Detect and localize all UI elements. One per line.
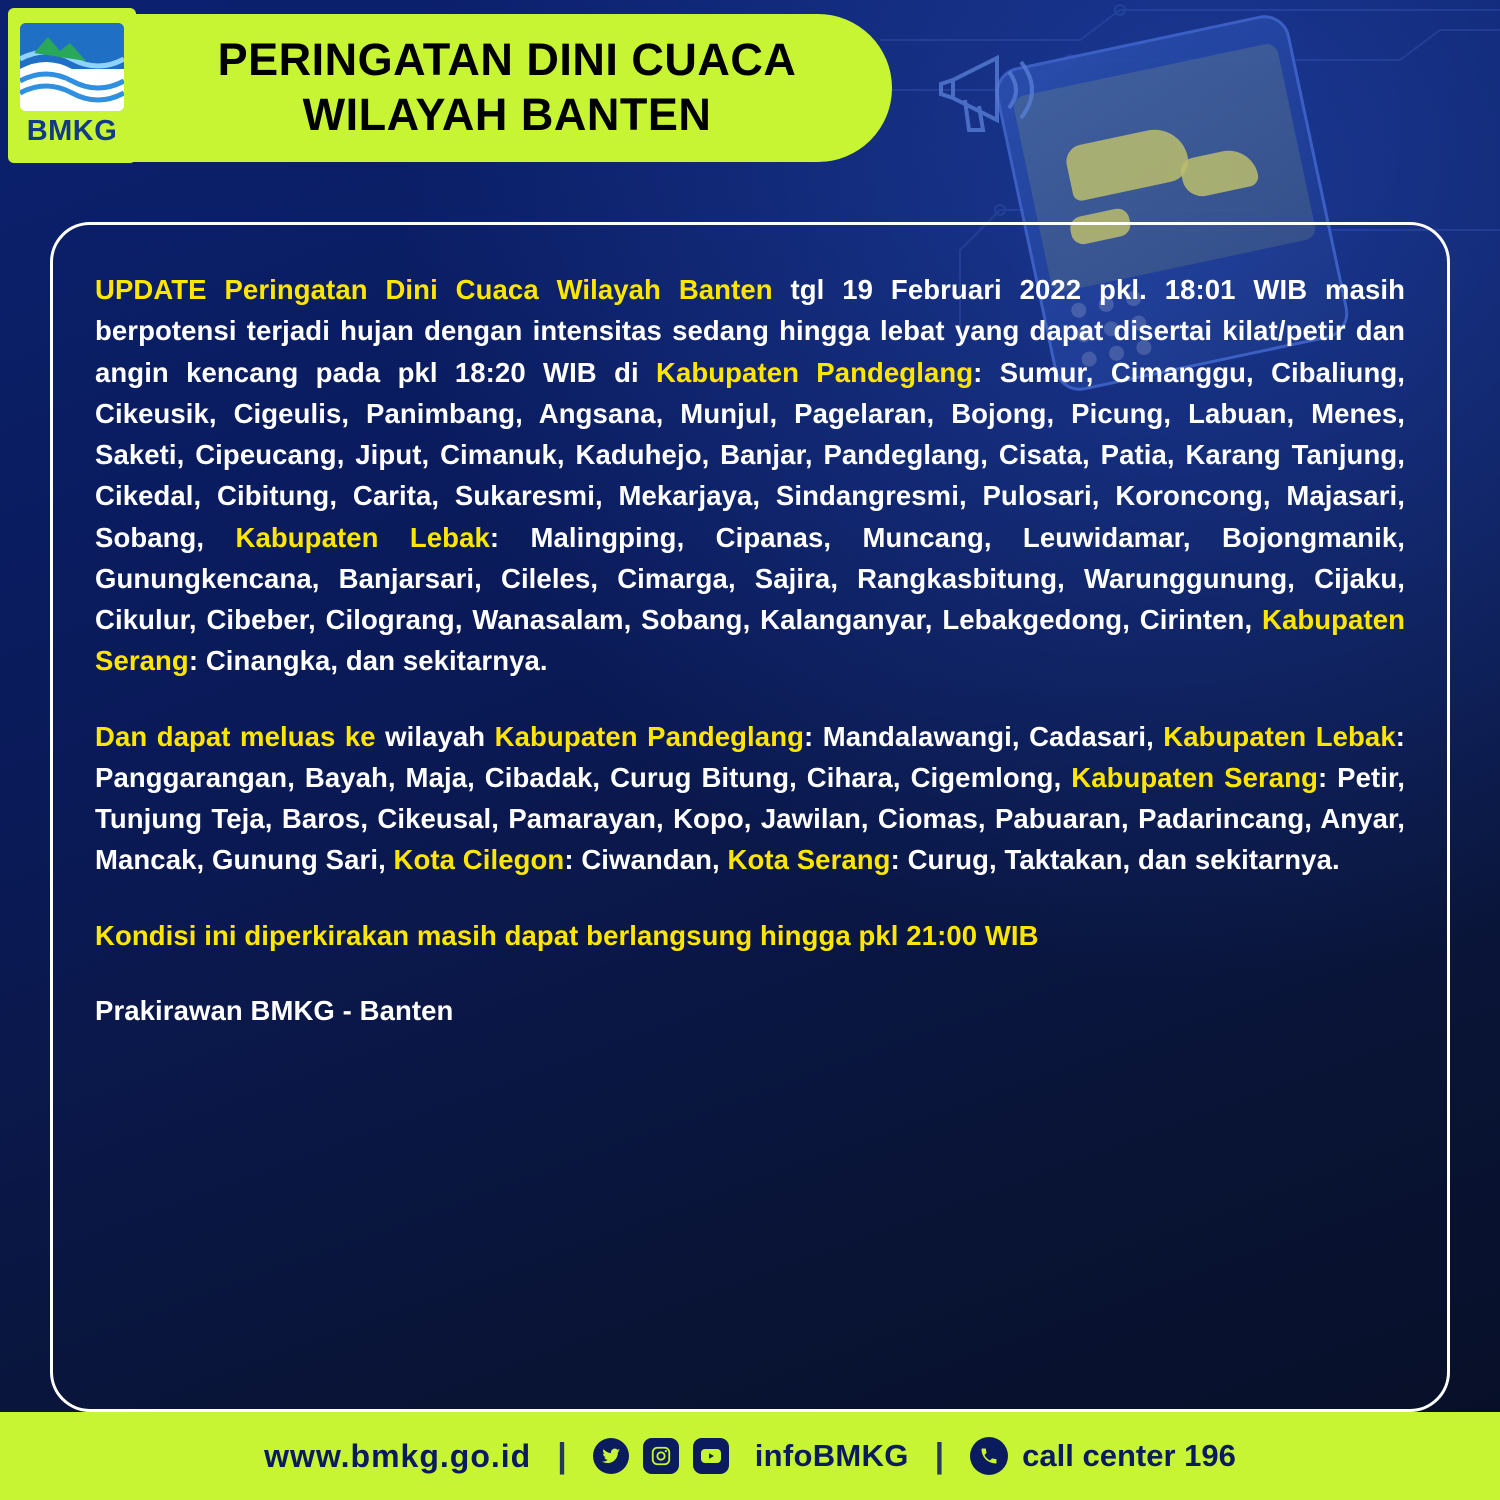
p2-highlight-serang: Kabupaten Serang (1071, 761, 1318, 793)
footer-call-center-text: call center 196 (1022, 1438, 1236, 1473)
paragraph-duration: Kondisi ini diperkirakan masih dapat berlangsung hingga pkl 21:00 WIB (95, 919, 1039, 951)
bmkg-logo-icon (20, 23, 124, 111)
p2-highlight-kota-serang: Kota Serang (727, 844, 891, 876)
p1-highlight-serang: Kabupaten Serang (95, 604, 1405, 677)
p1-highlight-pandeglang: Kabupaten Pandeglang (656, 356, 974, 388)
p1-highlight-lebak: Kabupaten Lebak (235, 521, 490, 553)
p1-text-1: tgl 19 Februari 2022 pkl. 18:01 WIB masih berpotensi terjadi hujan dengan intensitas sedang hingga lebat yang dapat disertai kilat/petir dan angin kencang pada pkl 18:20 WIB di (95, 274, 1406, 388)
p1-text-4: : Cinangka, dan sekitarnya. (188, 645, 548, 677)
p2-text-6: : Curug, Taktakan, dan sekitarnya. (890, 844, 1340, 876)
p1-highlight-title: UPDATE Peringatan Dini Cuaca Wilayah Banten (95, 274, 773, 305)
p2-highlight-lead: Dan dapat meluas ke (95, 720, 376, 752)
p2-text-5: : Ciwandan, (564, 844, 728, 876)
p2-text-4: : Petir, Tunjung Teja, Baros, Cikeusal, Pamarayan, Kopo, Jawilan, Ciomas, Pabuaran, Padarincang, Anyar, Mancak, Gunung Sari, (95, 761, 1405, 876)
footer-website[interactable]: www.bmkg.go.id (264, 1437, 532, 1474)
bmkg-logo (8, 8, 136, 163)
p2-text-1: wilayah (375, 720, 495, 752)
p2-highlight-lebak: Kabupaten Lebak (1163, 720, 1396, 752)
instagram-icon[interactable] (643, 1438, 679, 1474)
twitter-icon[interactable] (593, 1438, 629, 1474)
p2-text-3: : Panggarangan, Bayah, Maja, Cibadak, Curug Bitung, Cihara, Cigemlong, (95, 720, 1405, 793)
footer-separator-2: | (934, 1436, 945, 1475)
paragraph-main-warning (95, 269, 1405, 682)
p1-text-3: : Malingping, Cipanas, Muncang, Leuwidamar, Bojongmanik, Gunungkencana, Banjarsari, Cileles, Cimarga, Sajira, Rangkasbitung, Warunggunung, Cijaku, Cikulur, Cibeber, Cilograng, Wanasalam, Sobang, Kalanganyar, Lebakgedong, Cirinten, (95, 521, 1405, 635)
bmkg-logo-text: BMKG (26, 115, 118, 147)
warning-content-card (50, 222, 1450, 1412)
footer-social-handle[interactable]: infoBMKG (754, 1438, 909, 1473)
page-title (12, 14, 892, 162)
footer-socials (593, 1438, 729, 1474)
page-title-line1: PERINGATAN DINI CUACA (217, 34, 797, 86)
phone-icon (970, 1437, 1008, 1475)
footer-separator-1: | (557, 1436, 567, 1475)
p1-text-2: : Sumur, Cimanggu, Cibaliung, Cikeusik, Cigeulis, Panimbang, Angsana, Munjul, Pagelaran, Bojong, Picung, Labuan, Menes, Saketi, Cipeucang, Jiput, Cimanuk, Kaduhejo, Banjar, Pandeglang, Cisata, Patia, Karang Tanjung, Cikedal, Cibitung, Carita, Sukaresmi, Mekarjaya, Sindangresmi, Pulosari, Koroncong, Majasari, Sobang, (95, 356, 1405, 553)
p2-highlight-cilegon: Kota Cilegon (393, 844, 565, 876)
header (0, 0, 1500, 178)
youtube-icon[interactable] (693, 1438, 729, 1474)
footer (0, 1412, 1500, 1500)
footer-call-center[interactable] (970, 1437, 1236, 1475)
paragraph-signature: Prakirawan BMKG - Banten (95, 994, 454, 1026)
page-title-line2: WILAYAH BANTEN (302, 89, 712, 140)
p2-text-2: : Mandalawangi, Cadasari, (804, 720, 1164, 752)
paragraph-expansion-areas (95, 716, 1405, 881)
p2-highlight-pandeglang: Kabupaten Pandeglang (494, 720, 804, 752)
